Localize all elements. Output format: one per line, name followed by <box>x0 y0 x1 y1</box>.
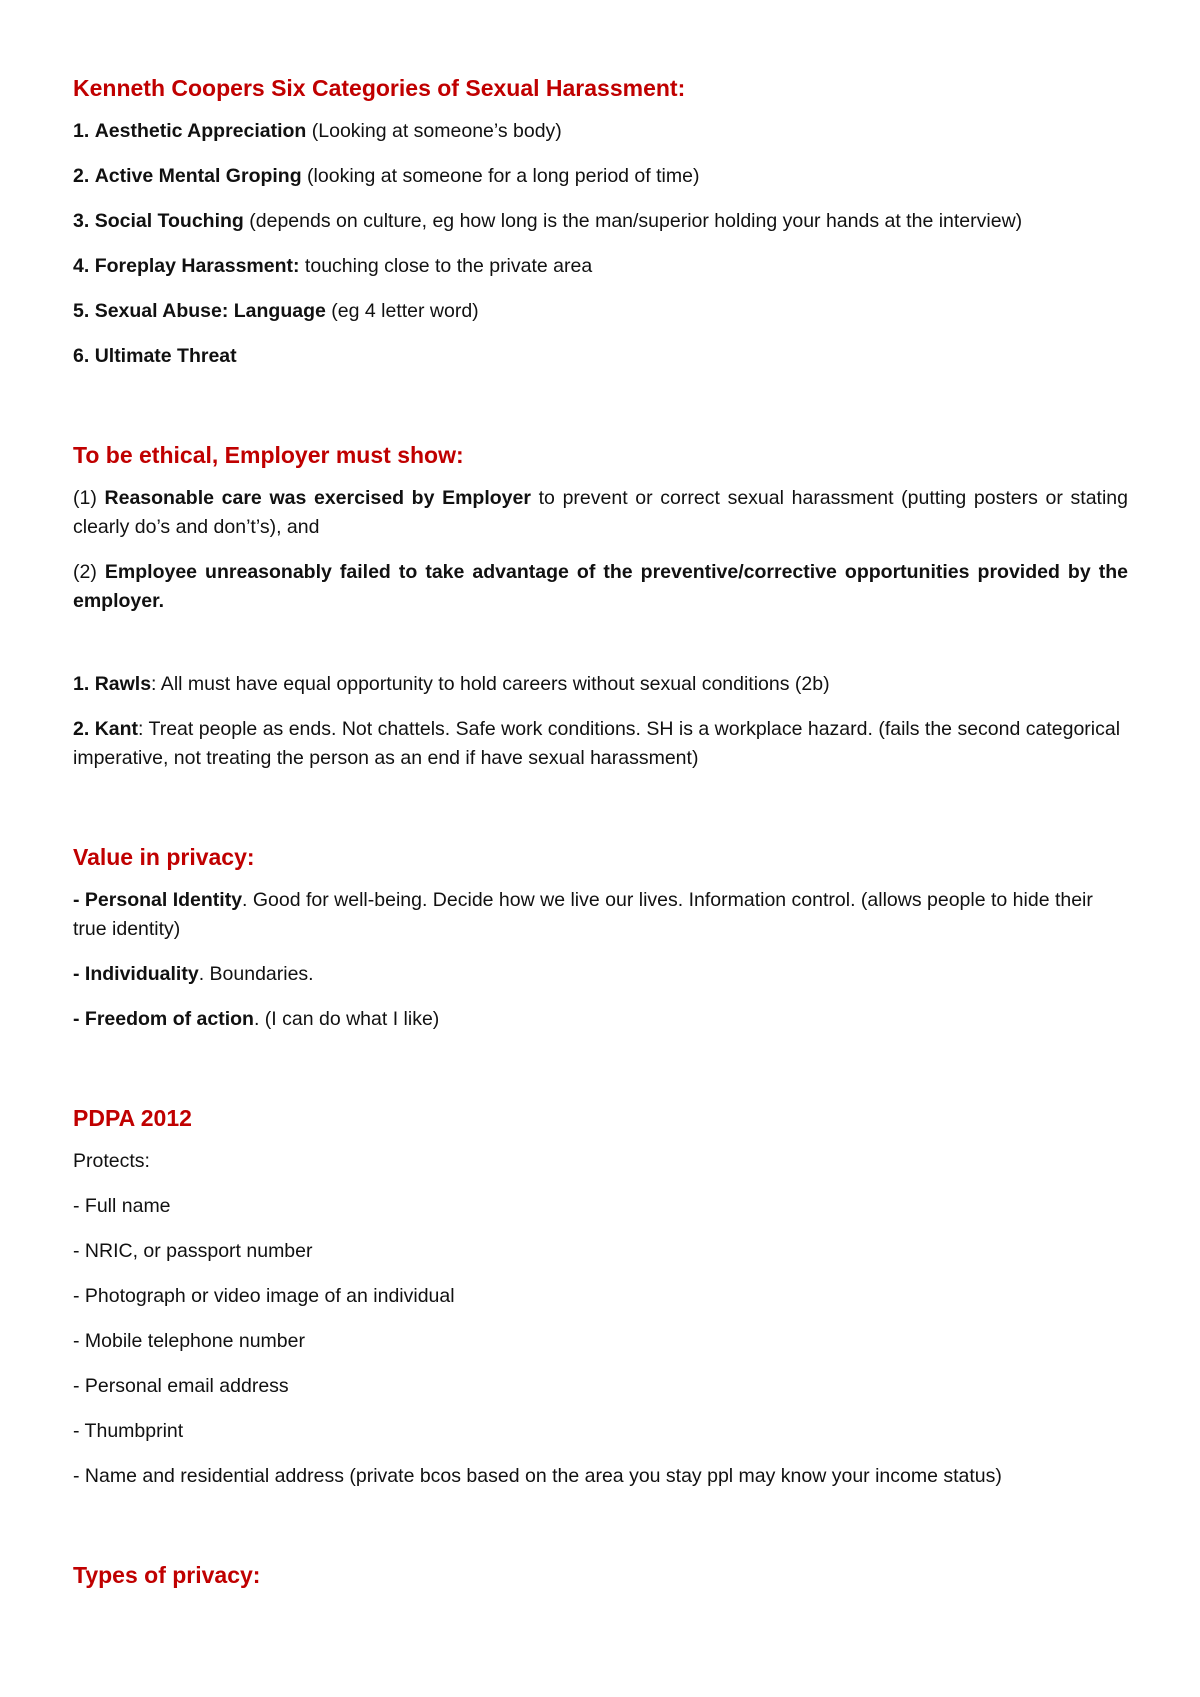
item-term: Ultimate Threat <box>94 345 237 367</box>
item-term: Freedom of action <box>84 1008 254 1030</box>
item-term: Kant <box>94 718 139 740</box>
item-description: . Boundaries. <box>198 963 314 985</box>
item-description: (Looking at someone’s body) <box>306 120 562 142</box>
list-intro: Protects: <box>73 1150 150 1172</box>
spacer <box>73 1050 1128 1102</box>
item-term: Social Touching <box>94 210 244 232</box>
list-item <box>73 117 1128 146</box>
list-item <box>73 1005 1128 1034</box>
item-number: 2. <box>73 165 90 187</box>
item-description: touching close to the private area <box>299 255 593 277</box>
spacer <box>73 789 1128 841</box>
list-item <box>73 342 1128 371</box>
list-item: - Personal email address <box>73 1375 289 1397</box>
spacer <box>73 632 1128 670</box>
condition-emphasis: Reasonable care was exercised by Employer <box>104 487 531 509</box>
item-bullet: - <box>73 1008 85 1030</box>
list-item <box>73 670 1128 699</box>
condition-paragraph <box>73 484 1128 542</box>
item-term: Individuality <box>84 963 199 985</box>
section-heading-employer-ethics: To be ethical, Employer must show: <box>73 442 464 468</box>
item-bullet: - <box>73 889 85 911</box>
list-item: - Mobile telephone number <box>73 1330 305 1352</box>
item-description: . (I can do what I like) <box>253 1008 440 1030</box>
item-description: : All must have equal opportunity to hold careers without sexual conditions (2b) <box>151 673 830 695</box>
item-term: Rawls <box>94 673 152 695</box>
item-number: 1. <box>73 673 90 695</box>
list-item: - Photograph or video image of an individual <box>73 1285 455 1307</box>
condition-paragraph <box>73 558 1128 616</box>
section-heading-types-of-privacy: Types of privacy: <box>73 1562 261 1588</box>
item-term: Sexual Abuse: Language <box>94 300 326 322</box>
list-item <box>73 162 1128 191</box>
document-page <box>73 72 1128 1604</box>
item-description: : Treat people as ends. Not chattels. Safe work conditions. SH is a workplace hazard. (fails the second categorical imperative, not treating the person as an end if have sexual harassment) <box>73 718 1121 769</box>
list-item <box>73 715 1128 773</box>
item-term: Aesthetic Appreciation <box>94 120 307 142</box>
list-item: - NRIC, or passport number <box>73 1240 313 1262</box>
condition-emphasis: Employee unreasonably failed to take advantage of the preventive/corrective opportunities provided by the employer. <box>73 561 1128 612</box>
list-item <box>73 252 1128 281</box>
spacer <box>73 387 1128 439</box>
item-number: 2. <box>73 718 90 740</box>
item-term: Active Mental Groping <box>94 165 302 187</box>
condition-number: (2) <box>73 561 105 583</box>
list-item: - Thumbprint <box>73 1420 184 1442</box>
item-description: (depends on culture, eg how long is the man/superior holding your hands at the interview) <box>243 210 1023 232</box>
list-item <box>73 886 1128 944</box>
list-item: - Full name <box>73 1195 171 1217</box>
condition-number: (1) <box>73 487 105 509</box>
list-item <box>73 960 1128 989</box>
section-heading-value-in-privacy: Value in privacy: <box>73 844 255 870</box>
item-description: (looking at someone for a long period of time) <box>301 165 700 187</box>
section-heading-pdpa: PDPA 2012 <box>73 1105 192 1131</box>
list-item: - Name and residential address (private bcos based on the area you stay ppl may know your income status) <box>73 1465 1002 1487</box>
item-description: (eg 4 letter word) <box>325 300 479 322</box>
item-number: 5. <box>73 300 90 322</box>
condition-text: to prevent or correct sexual harassment (putting posters or stating clearly do’s and don’t’s), and <box>73 487 1128 538</box>
list-item <box>73 207 1128 236</box>
item-description: . Good for well-being. Decide how we live our lives. Information control. (allows people to hide their true identity) <box>73 889 1093 940</box>
item-bullet: - <box>73 963 85 985</box>
item-number: 6. <box>73 345 90 367</box>
section-heading-harassment-categories: Kenneth Coopers Six Categories of Sexual Harassment: <box>73 75 686 101</box>
list-item <box>73 297 1128 326</box>
item-number: 1. <box>73 120 90 142</box>
item-number: 4. <box>73 255 90 277</box>
item-term: Foreplay Harassment: <box>94 255 300 277</box>
spacer <box>73 1507 1128 1559</box>
item-term: Personal Identity <box>84 889 243 911</box>
item-number: 3. <box>73 210 90 232</box>
